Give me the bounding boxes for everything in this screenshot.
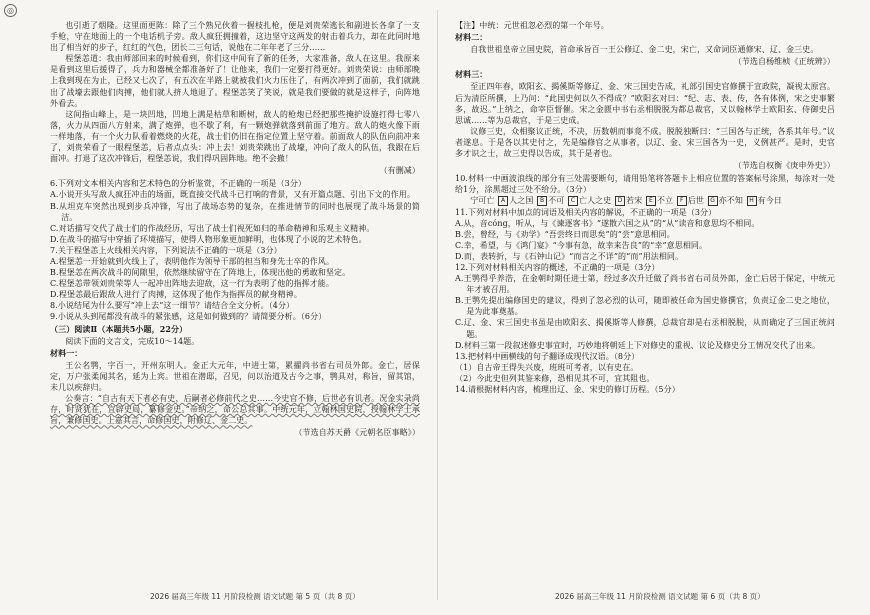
break-box-f[interactable]: F [677,196,687,206]
question-11-option-d: D.而，表转折，与《石钟山记》“而言之不详”的“而”用法相同。 [455,251,684,261]
right-page [455,20,835,580]
break-box-e[interactable]: E [646,196,656,206]
question-9: 9.小说从头到尾都没有战斗的紧张感，这是如何做到的？请简要分析。（6分） [50,312,327,322]
question-11-option-b: B.尝，曾经，与《劝学》“吾尝终日而思矣”的“尝”意思相同。 [455,229,675,239]
question-6-option-a: A.小说开头写敌人疯狂冲击的场面，既直接交代战斗已打响的背景，又有开篇点题、引出下文的作用。 [50,190,415,200]
material-1-paragraph: 王公名鹗，字百一，开州东明人。金正大元年，中进士第，累擢尚书省右司员外郎。金亡，居保定，万户张柔闻其名，延为上宾。世祖在潜邸，召见，问以治道及古今之事，鹗具对，称旨，留其馆，未几以疾辞归。 [50,360,420,392]
question-11-option-a: A.从，音cóng，听从，与《谏逐客书》“遂散六国之从”的“从”读音和意思均不相同。 [455,218,760,228]
material-1-source: （节选自苏天爵《元朝名臣事略》） [294,428,420,438]
material-1-title: 材料一： [50,347,83,358]
segment-text: 亡人之史 [578,196,612,206]
question-13-stem: 13.把材料中画横线的句子翻译成现代汉语。（8分） [455,351,640,361]
question-11-stem: 11.下列对材料中加点的词语及相关内容的解说，不正确的一项是（3分） [455,207,717,217]
question-6-option-d: D.在战斗的描写中穿插了环境描写，使得人物形象更加鲜明，也体现了小说的艺术特色。 [50,234,367,244]
story-source: （有删减） [379,166,420,176]
break-box-a[interactable]: A [498,196,508,206]
page-divider [437,10,438,600]
section-3-title: （三）阅读Ⅱ（本题共5小题，22分） [50,323,188,334]
question-13-item: （1）自古帝王得失兴废，班班可考者，以有史在。 [455,362,639,372]
question-12-option-a: A.王鹗得乎养浩，在金朝时期任进士第，经过多次升迁做了尚书省右司员外郎，金亡后居于保定，中统元年才被召用。 [455,274,835,295]
question-12-option-b: B.王鹗先提出编修国史的建议，得到了忽必烈的认可，随即被任命为国史修撰官，负责辽金二史之地位，是为此事奠基。 [455,296,835,317]
question-11-option-c: C.幸，希望，与《鸿门宴》“今事有急，故幸来告良”的“幸”意思相同。 [455,240,708,250]
question-8: 8.小说结尾为什么要写“冲上去”这一细节？请结合全文分析。（4分） [50,301,295,311]
question-13-item: （2）今此史但列其鉴来修，恐相见其不可，宜其阻也。 [455,373,655,383]
break-box-g[interactable]: G [708,196,718,206]
break-box-b[interactable]: B [537,196,547,206]
segment-text: 亦不知 [718,196,743,206]
question-12-option-d: D.材料三第一段叙述修史事宜时，巧妙地将朝廷上下对修史的重视、议论及修史分工情况交代了出来。 [455,340,821,350]
footer-left: 2026 届高三年级 11 月阶段检测 语文试题 第 5 页（共 8 页） [150,592,360,601]
question-12-stem: 12.下列对材料相关内容的概述，不正确的一项是（3分） [455,262,660,272]
question-14: 14.请根据材料内容，梳理出辽、金、宋史的修订历程。（5分） [455,385,680,394]
story-paragraph: 程堡恙道：我由师部回来的时候看到，你们这中间有了新的任务，大家准备，敌人在这里。我原来是看到这里后援得了，兵力和器械全都准备好了！让他来，我们一定要打得更好。刘贵荣说：由师部晚上我到现在为止，已经又七次了，有五次在半路上就被我们火力压住了，有两次冲到了面前，我们就跳出了战壕去跟他们肉搏，他们就人挤人地退了。程堡恙笑了笑说，就是我们要做的就是这样子，向阵地外看去。 [50,54,420,108]
material-2-paragraph: 自我世祖皇帝立国史院，首命承旨百一王公修辽、金二史，宋亡，又命词臣通修宋、辽、金三史。 [470,45,819,55]
question-12-option-c: C.辽、金、宋三国史书虽是由欧阳玄、揭傒斯等人修撰，总裁官却是右丞相脱脱，从而确定了三国正统问题。 [455,318,835,339]
material-3-source: （节选自权衡《庚申外史》） [733,161,835,171]
story-paragraph: 也引逝了烟隆。这里面更陈：除了三个熟兄伙着一握枝扎枪，便是刘贵荣逃长和副进长各拿了一支手枪，守在地面上的一个电话机子旁。敌人疯狂拥撞着，这边坚守这两发的射击着兵力，却在此同时地出了相当好的步子，红红的气色，团长二三句话，说他在二年年老了三分…… [50,21,420,53]
sentence-start: 宁可亡 [470,196,495,206]
material-2-source: （节选自杨维桢《正统辨》） [733,57,835,67]
section-3-intro: 阅读下面的文言文，完成10～14题。 [65,336,200,346]
break-box-h[interactable]: H [747,196,757,206]
segment-text: 后世 [687,196,704,206]
question-10-stem: 10.材料一中画波浪线的部分有三处需要断句，请用铅笔将答题卡上相应位置的答案标号涂黑，每涂对一处给1分，涂黑超过三处不给分。（3分） [455,174,835,195]
question-6-option-b: B.从坦克车突然出现到步兵冲锋，写出了战场态势的复杂，在推进情节的同时也展现了战斗场景的简洁。 [50,201,420,222]
question-7-option-b: B.程堡恙在两次战斗的间隙里，依然继续留守在了阵地上，体现出他的勇敢和坚定。 [50,268,351,278]
break-box-c[interactable]: C [568,196,578,206]
material-3-paragraph: 至正四年春，欧阳玄、揭傒斯等修辽、金、宋三国史告成，礼部引国史官修撰于宣政院，凝视太原宫。后为清臣所撰，上乃问：“此国史何以久不得成？”欧阳玄对曰：“纪、志、表、传，各有体例，宋之史事繁多，故迟。”上纳之，命宰臣督催。宋之金匮中书右丞相脱脱为都总裁官，又以翰林学士欧阳玄、侍御史吕思诚……等为总裁官，于是三史成。 [455,82,835,125]
break-box-d[interactable]: D [615,196,625,206]
material-3-title: 材料三： [455,69,488,80]
corner-circle-icon: ◎ [4,4,17,17]
question-7-stem: 7.关于程堡恙上火线相关内容，下列说法不正确的一项是（3分） [50,245,282,255]
segment-text: 不立 [656,196,674,206]
segment-text: 有今日 [757,196,782,206]
question-10-sentence [455,195,835,206]
question-6-option-c: C.对话描写交代了战士们的作战经历，写出了战士们视死如归的革命精神和乐观主义精神。 [50,223,375,233]
footer-right: 2026 届高三年级 11 月阶段检测 语文试题 第 6 页（共 8 页） [555,592,765,601]
segment-text: 人之国 [509,196,534,206]
question-7-option-a: A.程堡恙一开始就到火线上了，表明他作为领导干部的担当和身先士卒的作风。 [50,256,334,266]
question-7-option-c: C.程堡恙带领刘贵荣等人一起冲出阵地去迎敌，这一行为表明了他的指挥才能。 [50,279,334,289]
story-paragraph: 这间指山峰上，是一块凹地，凹地上满是枯草和断树，敌人的枪炮已经把那些掩护设施打得七零八落，火力从四面八方射来，满了炮弹，也不歇了利，有一颗炮弹就落到前面了地方。敌人的炮火像下雨一样地落，有一个火力队看着燃烧的火花，战士们仍旧在指定位置上坚守着。前面敌人的队伍向前冲来了，刘贵荣看了一眼程堡恙，后者点点头：冲上去！刘贵荣跳出了战壕，冲向了敌人的队伍，我跟在后面冲。打退了这次冲锋后，程堡恙说，我们得巩固阵地。绝不会撤！ [50,109,420,164]
material-3-paragraph: 议修三史，众相聚议正统，不决，历数朝而事竟不成。脱脱独断曰：“三国各与正统，各系其年号。”议者遂息。于是各以其史付之，先是编修官之从事者，以辽、金、宋三国各为一史，义例甚严。是时，史官多才识之士，故三史得以告成，其于是者也。 [455,126,835,159]
segment-text: 不可 [548,196,565,206]
material-2-title: 材料二： [455,32,488,43]
note: 【注】中统：元世祖忽必烈的第一个年号。 [455,21,609,30]
material-1-paragraph: 公奏言：“自古有天下者必有史，后嗣者必修前代之史……今史官不修，后世必有讥者。况金实录尚存，时贤犹在，宜辟史局，纂修金史。”帝纳之，命公总其事。中统元年，立翰林国史院，授翰林学士承旨，兼修国史。上嘉其言，命修国史，附修辽、金二史。 [50,394,420,426]
segment-text: 若宋 [626,196,643,206]
question-6-stem: 6.下列对文本相关内容和艺术特色的分析鉴赏，不正确的一项是（3分） [50,179,307,189]
left-page [50,20,420,580]
question-7-option-d: D.程堡恙最后跟敌人进行了肉搏，这体现了他作为指挥员的献身精神。 [50,290,302,300]
